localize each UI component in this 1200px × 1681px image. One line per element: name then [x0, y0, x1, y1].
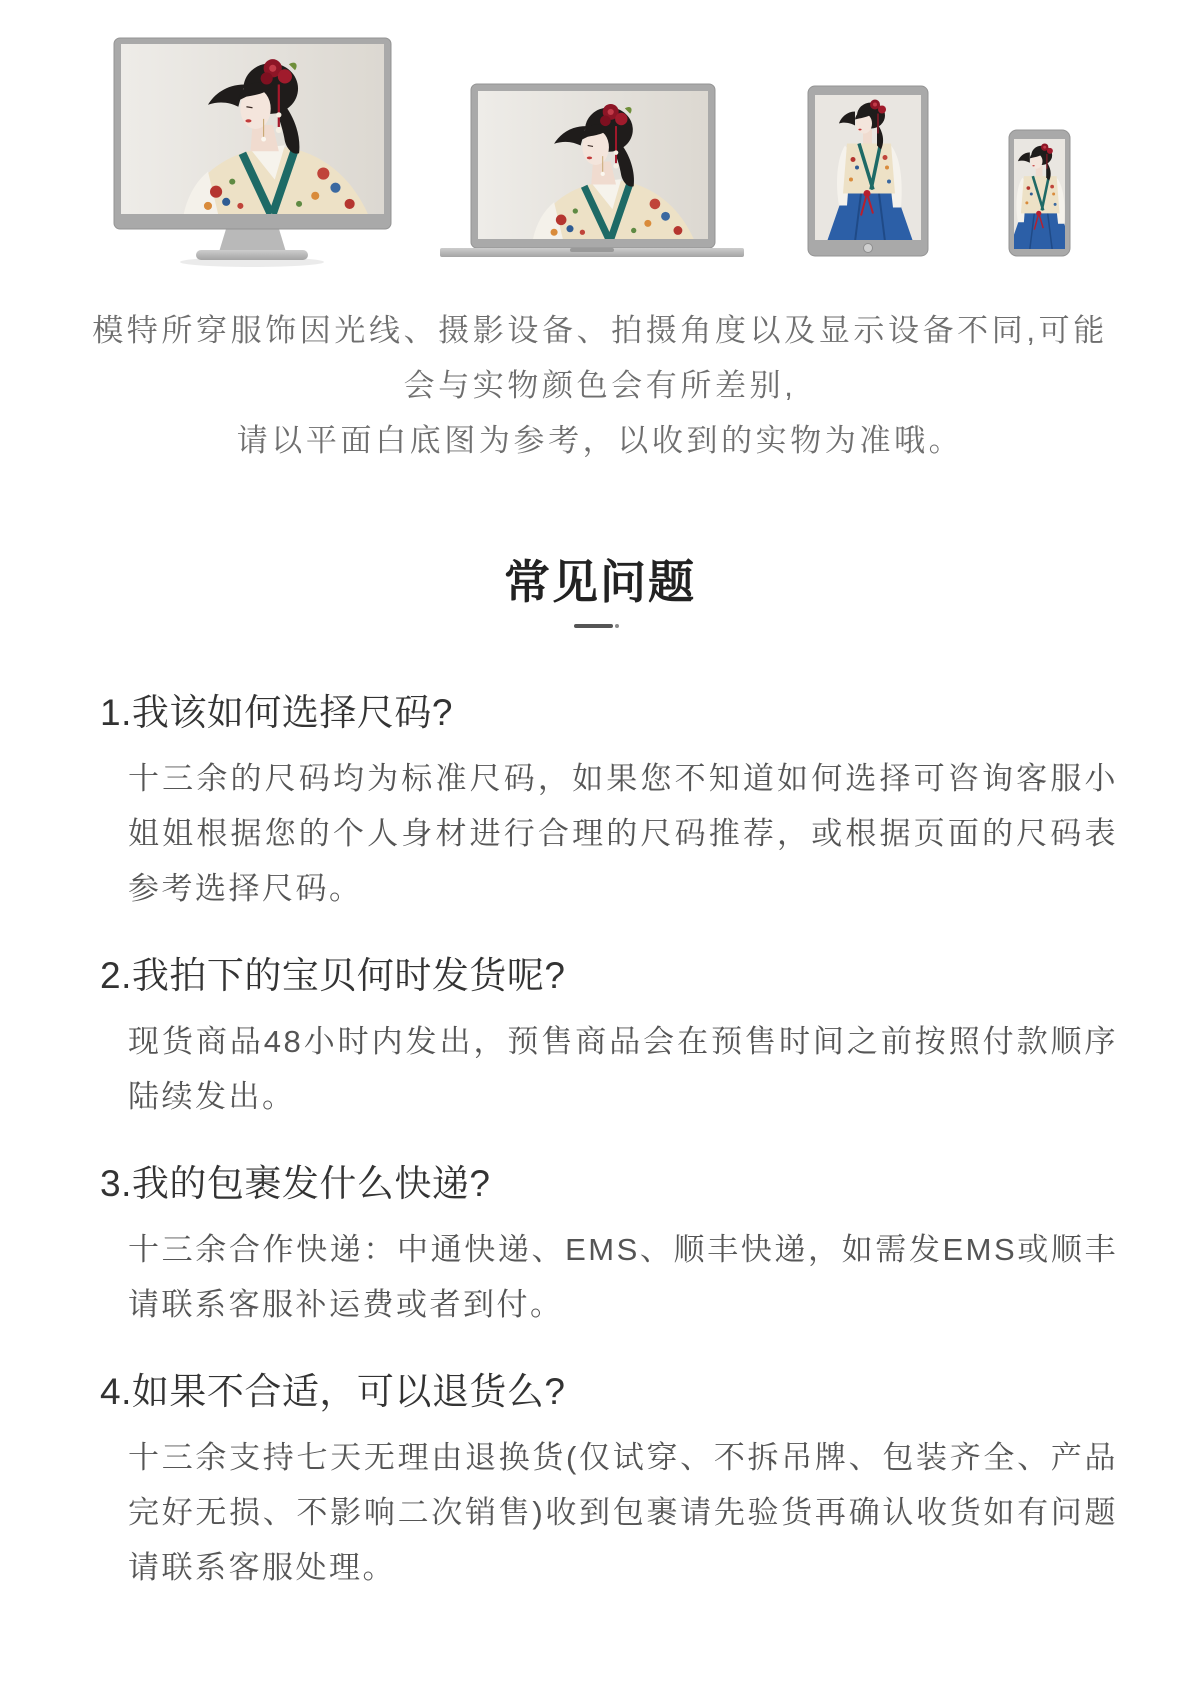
answer-line: 请联系客服处理。 — [128, 1550, 396, 1585]
faq-answer — [128, 1430, 1118, 1595]
faq-heading: 常见问题 — [504, 556, 696, 608]
answer-line: 请联系客服补运费或者到付。 — [128, 1287, 564, 1322]
faq-answer — [128, 1014, 1118, 1124]
laptop-icon — [440, 84, 744, 257]
model-photo — [815, 94, 921, 242]
answer-line: 参考选择尺码。 — [128, 871, 363, 906]
disclaimer-line: 模特所穿服饰因光线、摄影设备、拍摄角度以及显示设备不同,可能 — [92, 313, 1108, 348]
faq-question: 2.我拍下的宝贝何时发货呢? — [100, 955, 566, 996]
model-photo — [121, 44, 384, 214]
heading-underline-dot — [615, 624, 619, 628]
monitor-icon — [114, 38, 391, 267]
phone-icon — [1000, 130, 1079, 256]
model-photo — [478, 91, 708, 240]
answer-line: 十三余合作快递：中通快递、EMS、顺丰快递，如需发EMS或顺丰 — [128, 1232, 1118, 1267]
faq-item — [0, 1159, 1200, 1332]
faq-item — [0, 688, 1200, 916]
faq-item — [0, 1367, 1200, 1595]
device-mockups-illustration — [0, 0, 1200, 290]
answer-line: 完好无损、不影响二次销售)收到包裹请先验货再确认收货如有问题 — [128, 1495, 1118, 1530]
disclaimer-line: 请以平面白底图为参考，以收到的实物为准哦。 — [236, 423, 964, 458]
answer-line: 现货商品48小时内发出，预售商品会在预售时间之前按照付款顺序 — [128, 1024, 1118, 1059]
faq-item — [0, 951, 1200, 1124]
answer-line: 姐姐根据您的个人身材进行合理的尺码推荐，或根据页面的尺码表 — [128, 816, 1118, 851]
faq-list — [0, 688, 1200, 1630]
faq-question: 1.我该如何选择尺码? — [100, 692, 453, 733]
faq-question: 4.如果不合适，可以退货么? — [100, 1371, 566, 1412]
answer-line: 十三余支持七天无理由退换货(仅试穿、不拆吊牌、包装齐全、产品 — [128, 1440, 1118, 1475]
faq-answer — [128, 1222, 1118, 1332]
heading-underline — [574, 624, 613, 628]
tablet-icon — [808, 86, 928, 256]
answer-line: 陆续发出。 — [128, 1079, 296, 1114]
faq-answer — [128, 751, 1118, 916]
disclaimer-line: 会与实物颜色会有所差别, — [403, 368, 797, 403]
color-disclaimer — [0, 303, 1200, 468]
faq-question: 3.我的包裹发什么快递? — [100, 1163, 491, 1204]
answer-line: 十三余的尺码均为标准尺码，如果您不知道如何选择可咨询客服小 — [128, 761, 1118, 796]
